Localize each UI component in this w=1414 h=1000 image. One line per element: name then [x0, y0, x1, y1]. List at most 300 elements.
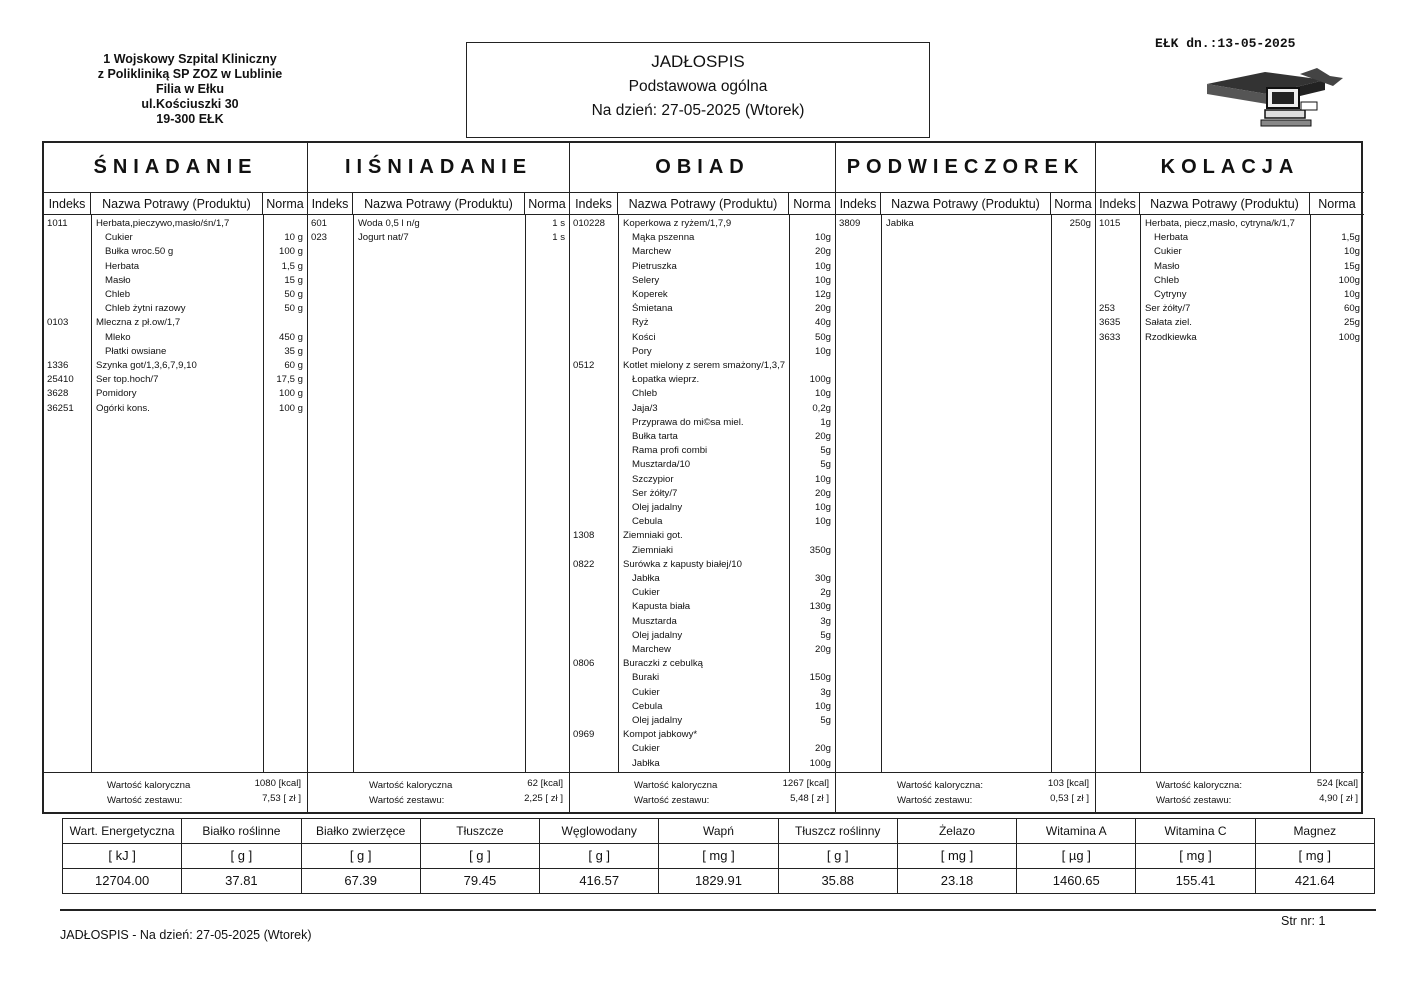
item-name: Chleb — [105, 289, 131, 300]
nutrient-label: Białko roślinne — [182, 819, 300, 844]
menu-row — [570, 303, 835, 317]
item-norm: 10g — [814, 260, 831, 272]
menu-row — [570, 289, 835, 303]
column-headers — [836, 193, 1095, 215]
meal-title: ŚNIADANIE — [44, 143, 307, 193]
nutrient-unit: [ mg ] — [1136, 844, 1254, 869]
item-norm: 100 g — [278, 246, 303, 258]
menu-row — [1096, 261, 1364, 275]
menu-row — [570, 388, 835, 402]
item-name: Musztarda/10 — [632, 459, 691, 471]
item-norm: 100 g — [278, 388, 303, 400]
item-index — [570, 388, 618, 402]
item-norm — [789, 729, 835, 743]
item-index — [1096, 261, 1140, 275]
item-index — [44, 289, 91, 303]
item-norm: 15 g — [284, 274, 303, 286]
item-index: 0103 — [47, 317, 69, 329]
item-index — [1096, 275, 1140, 289]
nutrient-value: 1829.91 — [694, 873, 742, 888]
footer-divider — [60, 909, 1376, 911]
menu-row — [44, 275, 307, 289]
hospital-line-3: Filia w Ełku — [155, 82, 225, 96]
item-index: 601 — [311, 218, 328, 229]
nutrient-column — [898, 819, 1017, 893]
nutrient-column — [779, 819, 898, 893]
item-norm: 100g — [1338, 331, 1360, 343]
item-norm: 35 g — [284, 345, 303, 357]
item-norm: 450 g — [278, 331, 303, 343]
item-index: 3628 — [47, 388, 69, 400]
header-name: Nazwa Potrawy (Produktu) — [881, 193, 1051, 214]
nutrient-value: 12704.00 — [95, 873, 150, 888]
nutrient-value: 67.39 — [344, 873, 377, 888]
header-name: Nazwa Potrawy (Produktu) — [618, 193, 789, 214]
item-norm: 20g — [814, 487, 831, 499]
hospital-line-5: 19-300 EŁK — [156, 112, 224, 126]
computer-desk-icon — [1205, 66, 1345, 128]
item-index — [570, 743, 618, 757]
item-index — [44, 332, 91, 346]
item-norm: 5g — [820, 459, 831, 471]
item-norm — [263, 317, 307, 331]
hospital-line-1: 1 Wojskowy Szpital Kliniczny — [103, 52, 277, 66]
hospital-line-2: z Polikliniką SP ZOZ w Lublinie — [97, 67, 283, 81]
item-norm: 20g — [814, 303, 831, 315]
nutrient-label: Tłuszcze — [421, 819, 539, 844]
item-index: 36251 — [47, 402, 74, 414]
item-norm: 30g — [814, 573, 831, 584]
item-norm — [1310, 218, 1364, 232]
page-number: Str nr: 1 — [1281, 914, 1326, 928]
item-name: Kapusta biała — [632, 601, 691, 613]
item-norm: 60 g — [284, 360, 303, 371]
menu-row — [570, 275, 835, 289]
menu-row — [44, 360, 307, 374]
meal-column-obiad — [570, 143, 836, 812]
nutrient-value: 79.45 — [463, 873, 497, 888]
item-name: Olej jadalny — [632, 502, 683, 513]
cost-label: Wartość zestawu: — [369, 795, 445, 806]
item-norm: 10g — [1343, 289, 1360, 300]
nutrient-column — [1256, 819, 1374, 893]
item-index: 25410 — [47, 374, 74, 386]
item-index — [1096, 289, 1140, 303]
nutrient-unit: [ mg ] — [1256, 844, 1374, 869]
item-index — [44, 261, 91, 275]
menu-row — [570, 530, 835, 544]
header-index: Indeks — [308, 193, 353, 214]
nutrient-column — [1136, 819, 1255, 893]
item-norm: 10g — [814, 516, 831, 528]
item-norm: 3g — [820, 615, 831, 627]
item-index: 1015 — [1099, 218, 1121, 229]
meal-summary — [570, 772, 835, 812]
item-index — [570, 289, 618, 303]
item-name: Łopatka wieprz. — [632, 374, 700, 386]
item-name: Cytryny — [1154, 289, 1187, 300]
hospital-line-4: ul.Kościuszki 30 — [141, 97, 239, 111]
meal-title: IIŚNIADANIE — [308, 143, 569, 193]
menu-row — [570, 346, 835, 360]
item-norm: 100g — [1338, 274, 1360, 286]
item-index — [570, 616, 618, 630]
menu-row — [570, 459, 835, 473]
menu-row — [308, 218, 569, 232]
menu-row — [570, 516, 835, 530]
nutrient-label: Magnez — [1256, 819, 1374, 844]
menu-row — [570, 502, 835, 516]
item-index — [570, 601, 618, 615]
menu-row — [570, 545, 835, 559]
menu-row — [1096, 232, 1364, 246]
nutrient-unit: [ mg ] — [898, 844, 1016, 869]
item-norm: 250g — [1069, 218, 1091, 229]
item-name: Ser żółty/7 — [632, 487, 678, 499]
item-index: 0969 — [573, 729, 595, 741]
item-norm: 25g — [1343, 317, 1360, 329]
item-norm: 1,5g — [1341, 232, 1360, 244]
item-norm: 100g — [809, 374, 831, 386]
item-norm — [263, 218, 307, 232]
item-norm: 3g — [820, 686, 831, 698]
menu-row — [570, 246, 835, 260]
menu-row — [44, 403, 307, 417]
meal-summary — [44, 772, 307, 812]
cost-value: 2,25 [ zł ] — [524, 793, 563, 804]
menu-row — [44, 332, 307, 346]
item-index — [570, 502, 618, 516]
item-norm: 100 g — [278, 402, 303, 414]
item-index — [44, 232, 91, 246]
header-norm: Norma — [528, 196, 566, 211]
menu-type: Podstawowa ogólna — [628, 78, 768, 95]
item-name: Pietruszka — [632, 260, 677, 272]
item-norm: 5g — [820, 715, 831, 726]
item-index: 010228 — [573, 218, 606, 229]
item-index — [570, 672, 618, 686]
item-name: Cukier — [1154, 246, 1182, 258]
item-name: Ser żółty/7 — [1145, 303, 1191, 315]
item-name: Koperkowa z ryżem/1,7,9 — [623, 218, 732, 229]
menu-row — [570, 601, 835, 615]
calorie-label: Wartość kaloryczna: — [1156, 780, 1243, 791]
nutrient-unit: [ g ] — [540, 844, 658, 869]
menu-row — [570, 431, 835, 445]
item-index — [570, 232, 618, 246]
nutrient-label: Żelazo — [898, 819, 1016, 844]
item-index — [44, 246, 91, 260]
item-norm: 130g — [809, 601, 831, 613]
item-name: Olej jadalny — [632, 629, 683, 641]
item-index — [570, 573, 618, 587]
item-name: Buraki — [632, 672, 660, 684]
item-name: Chleb żytni razowy — [105, 303, 186, 315]
item-name: Przyprawa do mi©sa miel. — [632, 416, 744, 428]
item-norm: 20g — [814, 644, 831, 655]
calorie-label: Wartość kaloryczna — [634, 780, 718, 791]
cost-label: Wartość zestawu: — [107, 795, 183, 806]
menu-row — [44, 246, 307, 260]
item-norm: 10g — [814, 232, 831, 244]
item-index: 023 — [311, 232, 328, 244]
item-norm: 12g — [814, 289, 831, 300]
item-name: Szczypior — [632, 473, 674, 485]
item-norm: 60g — [1343, 303, 1360, 315]
item-norm: 10g — [814, 700, 831, 712]
nutrient-label: Węglowodany — [540, 819, 658, 844]
item-norm: 10g — [814, 345, 831, 357]
menu-row — [44, 346, 307, 360]
header-norm: Norma — [793, 196, 831, 211]
item-index — [570, 346, 618, 360]
nutrient-column — [182, 819, 301, 893]
column-headers — [44, 193, 307, 215]
item-index — [570, 332, 618, 346]
header-index: Indeks — [570, 193, 618, 214]
menu-row — [570, 672, 835, 686]
meal-column-podwieczorek — [836, 143, 1096, 812]
menu-row — [1096, 303, 1364, 317]
item-name: Surówka z kapusty białej/10 — [623, 558, 742, 570]
item-index — [570, 687, 618, 701]
item-name: Mleczna z pł.ow/1,7 — [96, 317, 181, 329]
item-name: Masło — [1154, 260, 1180, 272]
menu-row — [44, 232, 307, 246]
item-name: Rama profi combi — [632, 445, 708, 457]
header-index: Indeks — [836, 193, 881, 214]
item-index — [570, 317, 618, 331]
item-name: Chleb — [632, 388, 658, 400]
cost-value: 0,53 [ zł ] — [1050, 793, 1089, 804]
item-name: Pory — [632, 345, 652, 357]
menu-row — [570, 218, 835, 232]
menu-row — [570, 488, 835, 502]
item-norm: 15g — [1343, 260, 1360, 272]
item-index: 1011 — [47, 218, 68, 229]
menu-row — [570, 616, 835, 630]
menu-row — [570, 715, 835, 729]
item-norm — [789, 530, 835, 544]
item-index — [570, 445, 618, 459]
menu-row — [44, 303, 307, 317]
item-name: Olej jadalny — [632, 715, 683, 726]
header-name: Nazwa Potrawy (Produktu) — [91, 193, 263, 214]
item-index — [570, 431, 618, 445]
item-norm: 50 g — [284, 289, 303, 300]
nutrient-unit: [ kJ ] — [63, 844, 181, 869]
nutrient-value: 23.18 — [940, 873, 974, 888]
item-index — [570, 758, 618, 772]
item-name: Masło — [105, 274, 131, 286]
nutrient-value: 37.81 — [225, 873, 258, 888]
menu-row — [44, 289, 307, 303]
item-index: 0512 — [573, 360, 595, 371]
item-norm: 100g — [809, 757, 831, 769]
item-index: 1336 — [47, 360, 69, 371]
item-name: Szynka got/1,3,6,7,9,10 — [96, 360, 197, 371]
item-norm: 1 s — [552, 218, 565, 229]
item-norm: 20g — [814, 743, 831, 755]
item-name: Jabłka — [632, 757, 660, 769]
item-index — [570, 303, 618, 317]
item-index: 253 — [1099, 303, 1116, 315]
item-index — [570, 403, 618, 417]
item-name: Selery — [632, 274, 660, 286]
header-norm: Norma — [266, 196, 304, 211]
item-norm: 17,5 g — [276, 374, 303, 386]
item-norm: 50g — [814, 331, 831, 343]
item-norm: 50 g — [284, 303, 303, 315]
item-name: Koperek — [632, 289, 668, 300]
nutrient-label: Witamina C — [1136, 819, 1254, 844]
menu-row — [570, 644, 835, 658]
item-index — [570, 275, 618, 289]
item-norm: 1 s — [552, 232, 565, 244]
item-name: Ser top.hoch/7 — [96, 374, 159, 386]
meal-items — [570, 215, 835, 772]
item-index — [570, 261, 618, 275]
menu-table — [42, 141, 1363, 814]
menu-row — [1096, 289, 1364, 303]
calorie-value: 1267 [kcal] — [782, 778, 829, 789]
item-norm — [789, 360, 835, 374]
item-name: Herbata,pieczywo,masło/śn/1,7 — [96, 218, 230, 229]
column-headers — [570, 193, 835, 215]
cost-label: Wartość zestawu: — [1156, 795, 1232, 806]
item-norm: 2g — [820, 587, 831, 599]
menu-row — [44, 261, 307, 275]
menu-row — [1096, 317, 1364, 331]
item-name: Kotlet mielony z serem smażony/1,3,7 — [623, 360, 786, 371]
item-index — [570, 516, 618, 530]
nutrient-label: Wart. Energetyczna — [63, 819, 181, 844]
menu-row — [44, 317, 307, 331]
menu-row — [570, 232, 835, 246]
item-norm: 5g — [820, 629, 831, 641]
menu-row — [570, 417, 835, 431]
nutrient-value: 416.57 — [579, 873, 620, 888]
menu-row — [1096, 332, 1364, 346]
item-norm: 350g — [809, 544, 831, 556]
item-norm — [789, 559, 835, 573]
meal-column-kolacja — [1096, 143, 1364, 812]
meal-summary — [308, 772, 569, 812]
meal-summary — [836, 772, 1095, 812]
item-name: Cukier — [632, 686, 660, 698]
menu-row — [570, 559, 835, 573]
item-index — [570, 374, 618, 388]
calorie-value: 1080 [kcal] — [254, 778, 301, 789]
item-norm: 10g — [814, 388, 831, 400]
header-name: Nazwa Potrawy (Produktu) — [1140, 193, 1310, 214]
header-index: Indeks — [1096, 193, 1140, 214]
nutrient-value: 155.41 — [1175, 873, 1216, 888]
menu-row — [308, 232, 569, 246]
meal-column-ii-sniadanie — [308, 143, 570, 812]
item-index — [1096, 246, 1140, 260]
cost-value: 5,48 [ zł ] — [790, 793, 829, 804]
footer-title: JADŁOSPIS - Na dzień: 27-05-2025 (Wtorek) — [60, 928, 312, 942]
item-index — [44, 275, 91, 289]
item-index — [570, 701, 618, 715]
item-name: Ziemniaki got. — [623, 530, 683, 542]
item-norm: 40g — [814, 317, 831, 329]
item-index — [44, 346, 91, 360]
menu-row — [570, 445, 835, 459]
item-name: Bułka wroc.50 g — [105, 246, 174, 258]
item-name: Płatki owsiane — [105, 345, 167, 357]
cost-label: Wartość zestawu: — [634, 795, 710, 806]
item-norm: 20g — [814, 246, 831, 258]
meal-title: PODWIECZOREK — [836, 143, 1095, 193]
item-name: Herbata, piecz,masło, cytryna/k/1,7 — [1145, 218, 1295, 229]
item-index — [570, 587, 618, 601]
menu-row — [1096, 246, 1364, 260]
nutrient-unit: [ g ] — [182, 844, 300, 869]
menu-row — [570, 474, 835, 488]
meal-column-sniadanie — [44, 143, 308, 812]
item-index: 1308 — [573, 530, 595, 542]
item-name: Woda 0,5 l n/g — [358, 218, 420, 229]
menu-row — [570, 630, 835, 644]
item-name: Jaja/3 — [632, 402, 658, 414]
meal-items — [1096, 215, 1364, 772]
meal-summary — [1096, 772, 1364, 812]
nutrient-label: Wapń — [659, 819, 777, 844]
cost-label: Wartość zestawu: — [897, 795, 973, 806]
menu-row — [44, 388, 307, 402]
nutrient-value: 1460.65 — [1052, 873, 1100, 888]
nutrient-unit: [ g ] — [779, 844, 897, 869]
nutrient-unit: [ g ] — [302, 844, 420, 869]
item-norm: 10g — [814, 502, 831, 513]
meal-title: OBIAD — [570, 143, 835, 193]
item-norm: 10g — [1343, 246, 1360, 258]
hospital-address — [60, 52, 320, 127]
nutrient-unit: [ g ] — [421, 844, 539, 869]
calorie-value: 103 [kcal] — [1047, 778, 1089, 789]
item-index — [570, 459, 618, 473]
item-norm — [789, 658, 835, 672]
nutrient-column — [302, 819, 421, 893]
menu-row — [570, 701, 835, 715]
item-index: 3633 — [1099, 331, 1121, 343]
calorie-label: Wartość kaloryczna: — [897, 780, 984, 791]
menu-row — [44, 218, 307, 232]
header-index: Indeks — [44, 193, 91, 214]
menu-row — [570, 729, 835, 743]
calorie-label: Wartość kaloryczna — [369, 780, 453, 791]
item-norm — [789, 218, 835, 232]
calorie-value: 62 [kcal] — [527, 778, 563, 789]
nutrient-value: 35.88 — [821, 873, 854, 888]
item-index — [570, 417, 618, 431]
nutrient-label: Witamina A — [1017, 819, 1135, 844]
nutrient-column — [421, 819, 540, 893]
menu-row — [44, 374, 307, 388]
nutrient-unit: [ µg ] — [1017, 844, 1135, 869]
item-name: Herbata — [105, 260, 140, 272]
item-name: Buraczki z cebulką — [623, 658, 703, 670]
menu-row — [570, 332, 835, 346]
item-name: Jogurt nat/7 — [358, 232, 409, 244]
menu-row — [570, 687, 835, 701]
item-norm: 1g — [820, 416, 831, 428]
menu-row — [1096, 218, 1364, 232]
cost-value: 4,90 [ zł ] — [1319, 793, 1358, 804]
item-name: Cebula — [632, 700, 663, 712]
